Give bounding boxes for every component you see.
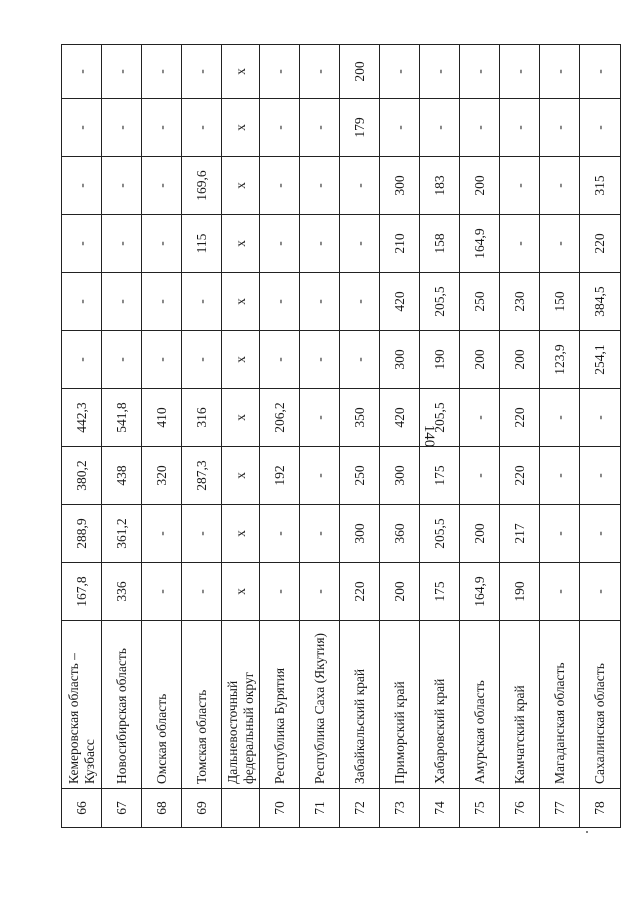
value-cell: 350 — [340, 389, 380, 447]
value-cell: - — [540, 45, 580, 99]
value-cell: 541,8 — [102, 389, 142, 447]
value-cell: - — [300, 331, 340, 389]
value-cell: 150 — [540, 273, 580, 331]
value-cell: - — [420, 45, 460, 99]
value-cell: 220 — [500, 447, 540, 505]
row-number-cell: 74 — [420, 789, 460, 828]
value-cell: - — [460, 447, 500, 505]
value-cell: - — [580, 563, 621, 621]
region-name-cell: Амурская область — [460, 621, 500, 789]
value-cell: - — [142, 157, 182, 215]
value-cell: - — [540, 99, 580, 157]
value-cell: 167,8 — [62, 563, 102, 621]
value-cell: - — [260, 505, 300, 563]
price-table-rotated — [61, 45, 608, 828]
value-cell: - — [300, 563, 340, 621]
value-cell: 123,9 — [540, 331, 580, 389]
value-cell: 420 — [380, 273, 420, 331]
region-name-cell: Забайкальский край — [340, 621, 380, 789]
value-cell: 315 — [580, 157, 621, 215]
table-row — [460, 45, 500, 828]
value-cell: 169,6 — [182, 157, 222, 215]
value-cell: - — [102, 215, 142, 273]
value-cell: - — [142, 331, 182, 389]
value-cell: 158 — [420, 215, 460, 273]
value-cell: - — [540, 215, 580, 273]
value-cell: х — [222, 563, 260, 621]
row-number-cell: 72 — [340, 789, 380, 828]
value-cell: 384,5 — [580, 273, 621, 331]
value-cell: - — [420, 99, 460, 157]
value-cell: 205,5 — [420, 505, 460, 563]
value-cell: 300 — [340, 505, 380, 563]
row-number-cell: 77 — [540, 789, 580, 828]
value-cell: 164,9 — [460, 563, 500, 621]
value-cell: - — [260, 215, 300, 273]
value-cell: - — [142, 99, 182, 157]
region-name-cell: Камчатский край — [500, 621, 540, 789]
table-row — [62, 45, 102, 828]
value-cell: - — [182, 99, 222, 157]
table-row — [420, 45, 460, 828]
value-cell: - — [182, 505, 222, 563]
value-cell: - — [62, 331, 102, 389]
value-cell: - — [142, 273, 182, 331]
value-cell: 190 — [420, 331, 460, 389]
value-cell: - — [142, 215, 182, 273]
value-cell: 320 — [142, 447, 182, 505]
value-cell: - — [300, 505, 340, 563]
value-cell: 316 — [182, 389, 222, 447]
value-cell: - — [62, 99, 102, 157]
value-cell: 230 — [500, 273, 540, 331]
row-number-cell: 78 — [580, 789, 621, 828]
region-name-cell: Магаданская область — [540, 621, 580, 789]
value-cell: - — [300, 99, 340, 157]
value-cell: 175 — [420, 447, 460, 505]
value-cell: - — [580, 389, 621, 447]
value-cell: - — [300, 157, 340, 215]
value-cell: - — [300, 215, 340, 273]
value-cell: - — [142, 45, 182, 99]
row-number-cell: 68 — [142, 789, 182, 828]
value-cell: х — [222, 273, 260, 331]
value-cell: 190 — [500, 563, 540, 621]
table-row — [260, 45, 300, 828]
value-cell: х — [222, 331, 260, 389]
value-cell: - — [260, 45, 300, 99]
region-name-cell: Томская область — [182, 621, 222, 789]
value-cell: 210 — [380, 215, 420, 273]
value-cell: 200 — [460, 157, 500, 215]
value-cell: - — [540, 157, 580, 215]
value-cell: 200 — [500, 331, 540, 389]
region-name-cell: Приморский край — [380, 621, 420, 789]
value-cell: 220 — [500, 389, 540, 447]
value-cell: 220 — [580, 215, 621, 273]
value-cell: - — [580, 447, 621, 505]
value-cell: х — [222, 389, 260, 447]
value-cell: 250 — [340, 447, 380, 505]
value-cell: - — [62, 157, 102, 215]
value-cell: - — [500, 99, 540, 157]
value-cell: 206,2 — [260, 389, 300, 447]
value-cell: - — [340, 215, 380, 273]
row-number-cell: 73 — [380, 789, 420, 828]
row-number-cell: 70 — [260, 789, 300, 828]
value-cell: 361,2 — [102, 505, 142, 563]
value-cell: - — [102, 331, 142, 389]
value-cell: х — [222, 45, 260, 99]
value-cell: х — [222, 215, 260, 273]
table-row — [580, 45, 621, 828]
value-cell: - — [260, 563, 300, 621]
value-cell: - — [182, 331, 222, 389]
value-cell: - — [300, 447, 340, 505]
value-cell: - — [380, 99, 420, 157]
row-number-cell: 75 — [460, 789, 500, 828]
value-cell: - — [580, 99, 621, 157]
value-cell: - — [260, 331, 300, 389]
page-number: 140 — [421, 424, 437, 448]
value-cell: 442,3 — [62, 389, 102, 447]
region-name-cell: Дальневосточный федеральный округ — [222, 621, 260, 789]
value-cell: - — [102, 157, 142, 215]
scan-speck — [586, 831, 588, 833]
table-row — [500, 45, 540, 828]
value-cell: 288,9 — [62, 505, 102, 563]
value-cell: 410 — [142, 389, 182, 447]
value-cell: - — [580, 45, 621, 99]
value-cell: - — [102, 99, 142, 157]
value-cell: 300 — [380, 157, 420, 215]
value-cell: 192 — [260, 447, 300, 505]
row-number-cell: 69 — [182, 789, 222, 828]
value-cell: 200 — [460, 331, 500, 389]
value-cell: 200 — [380, 563, 420, 621]
table-row — [102, 45, 142, 828]
region-name-cell: Омская область — [142, 621, 182, 789]
value-cell: - — [142, 505, 182, 563]
row-number-cell: 76 — [500, 789, 540, 828]
value-cell: х — [222, 447, 260, 505]
value-cell: - — [300, 273, 340, 331]
region-name-cell: Новосибирская область — [102, 621, 142, 789]
value-cell: х — [222, 157, 260, 215]
value-cell: - — [62, 273, 102, 331]
value-cell: - — [300, 45, 340, 99]
value-cell: 175 — [420, 563, 460, 621]
value-cell: 220 — [340, 563, 380, 621]
value-cell: 336 — [102, 563, 142, 621]
value-cell: - — [300, 389, 340, 447]
value-cell: - — [182, 273, 222, 331]
row-number-cell — [222, 789, 260, 828]
price-table — [61, 44, 621, 828]
value-cell: - — [580, 505, 621, 563]
row-number-cell: 66 — [62, 789, 102, 828]
table-row — [182, 45, 222, 828]
region-name-cell: Республика Бурятия — [260, 621, 300, 789]
table-row — [222, 45, 260, 828]
value-cell: - — [102, 273, 142, 331]
region-name-cell: Кемеровская область – Кузбасс — [62, 621, 102, 789]
value-cell: 360 — [380, 505, 420, 563]
value-cell: - — [540, 389, 580, 447]
value-cell: - — [62, 215, 102, 273]
table-row — [142, 45, 182, 828]
value-cell: 300 — [380, 447, 420, 505]
value-cell: 217 — [500, 505, 540, 563]
value-cell: - — [340, 273, 380, 331]
value-cell: 254,1 — [580, 331, 621, 389]
table-row — [340, 45, 380, 828]
row-number-cell: 71 — [300, 789, 340, 828]
value-cell: х — [222, 505, 260, 563]
value-cell: 183 — [420, 157, 460, 215]
value-cell: 205,5 — [420, 273, 460, 331]
table-row — [380, 45, 420, 828]
value-cell: - — [380, 45, 420, 99]
value-cell: - — [182, 45, 222, 99]
value-cell: - — [500, 157, 540, 215]
value-cell: - — [460, 389, 500, 447]
value-cell: - — [500, 45, 540, 99]
value-cell: - — [540, 563, 580, 621]
value-cell: 287,3 — [182, 447, 222, 505]
value-cell: 200 — [460, 505, 500, 563]
value-cell: 179 — [340, 99, 380, 157]
region-name-cell: Сахалинская область — [580, 621, 621, 789]
value-cell: 200 — [340, 45, 380, 99]
value-cell: - — [260, 99, 300, 157]
value-cell: 205,5 — [420, 389, 460, 447]
value-cell: 420 — [380, 389, 420, 447]
value-cell: - — [340, 331, 380, 389]
value-cell: - — [182, 563, 222, 621]
value-cell: - — [340, 157, 380, 215]
region-name-cell: Республика Саха (Якутия) — [300, 621, 340, 789]
region-name-cell: Хабаровский край — [420, 621, 460, 789]
value-cell: х — [222, 99, 260, 157]
value-cell: 380,2 — [62, 447, 102, 505]
value-cell: - — [540, 505, 580, 563]
value-cell: - — [460, 45, 500, 99]
value-cell: - — [500, 215, 540, 273]
value-cell: 115 — [182, 215, 222, 273]
value-cell: - — [540, 447, 580, 505]
value-cell: - — [260, 273, 300, 331]
row-number-cell: 67 — [102, 789, 142, 828]
value-cell: 300 — [380, 331, 420, 389]
value-cell: - — [260, 157, 300, 215]
value-cell: 164,9 — [460, 215, 500, 273]
table-row — [300, 45, 340, 828]
value-cell: 250 — [460, 273, 500, 331]
value-cell: - — [102, 45, 142, 99]
value-cell: - — [142, 563, 182, 621]
value-cell: 438 — [102, 447, 142, 505]
table-row — [540, 45, 580, 828]
value-cell: - — [460, 99, 500, 157]
value-cell: - — [62, 45, 102, 99]
